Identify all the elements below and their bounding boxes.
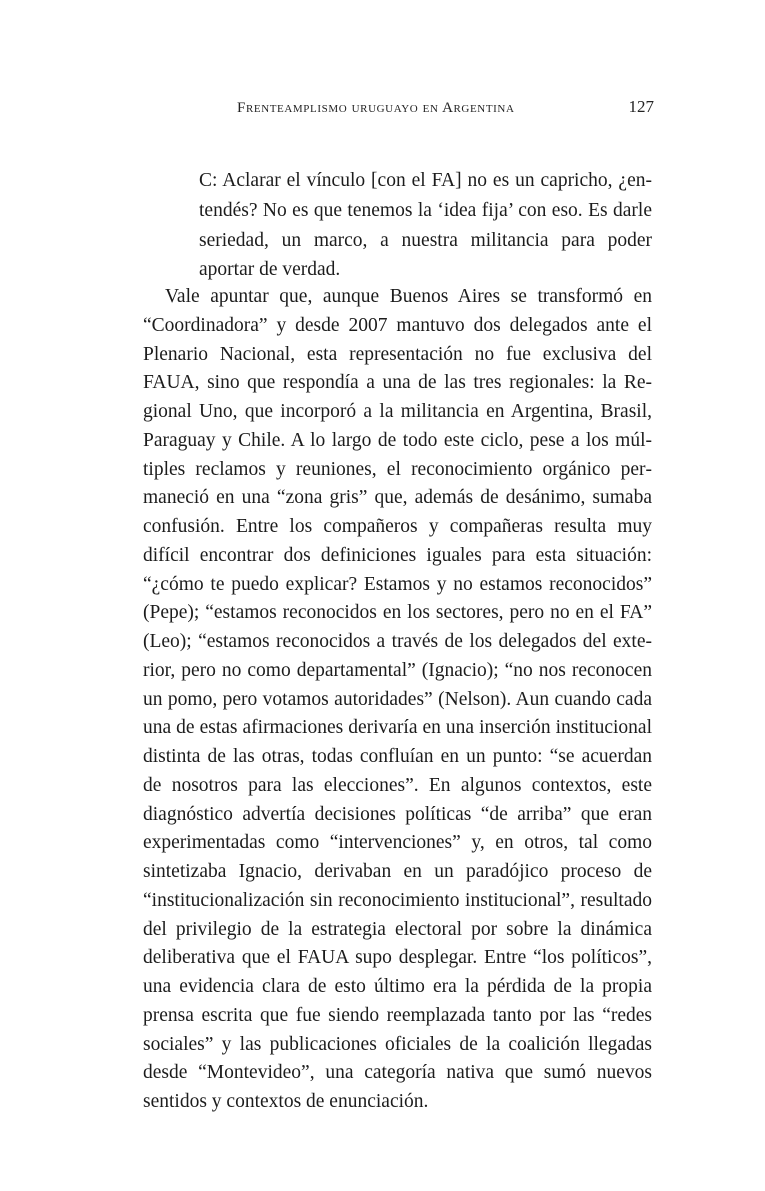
running-head-title: Frenteamplismo uruguayo en Argentina bbox=[237, 100, 515, 116]
page-number: 127 bbox=[628, 97, 654, 116]
block-quote bbox=[199, 166, 652, 285]
body-paragraph bbox=[143, 283, 652, 1117]
body-paragraph-text: Vale apuntar que, aunque Buenos Aires se transformó en “Coordinadora” y desde 2007 mantuvo dos delegados ante el Plenario Nacional, esta representación no fue exclusiva del FAUA, sino que respondía a una de las tres regionales: la Regional Uno, que incorporó a la militancia en Argentina, Brasil, Paraguay y Chile. A lo largo de todo este ciclo, pese a los múltiples reclamos y reuniones, el reconocimiento orgánico permaneció en una “zona gris” que, además de desánimo, sumaba confusión. Entre los compañeros y compañeras resulta muy difícil encontrar dos definiciones iguales para esta situación: “¿cómo te puedo explicar? Estamos y no estamos reconocidos” (Pepe); “estamos reconocidos en los sectores, pero no en el FA” (Leo); “estamos reconocidos a través de los delegados del exterior, pero no como departamental” (Ignacio); “no nos reconocen un pomo, pero votamos autoridades” (Nelson). Aun cuando cada una de estas afirmaciones derivaría en una inserción institucional distinta de las otras, todas confluían en un punto: “se acuerdan de nosotros para las elecciones”. En algunos contextos, este diagnóstico advertía decisiones políticas “de arriba” que eran experimentadas como “intervenciones” y, en otros, tal como sintetizaba Ignacio, derivaban en un paradójico proceso de “institucionalización sin reconocimiento institucional”, resultado del privilegio de la estrategia electoral por sobre la dinámica deliberativa que el FAUA supo desplegar. Entre “los políticos”, una evidencia clara de esto último era la pérdida de la propia prensa escrita que fue siendo reemplazada tanto por las “redes sociales” y las publicaciones oficiales de la coalición llegadas desde “Montevideo”, una categoría nativa que sumó nuevos sentidos y contextos de enunciación. bbox=[143, 286, 652, 1112]
block-quote-text: C: Aclarar el vínculo [con el FA] no es un capricho, ¿entendés? No es que tenemos la ‘idea fija’ con eso. Es darle seriedad, un marco, a nuestra militancia para poder aportar de verdad. bbox=[199, 170, 652, 281]
